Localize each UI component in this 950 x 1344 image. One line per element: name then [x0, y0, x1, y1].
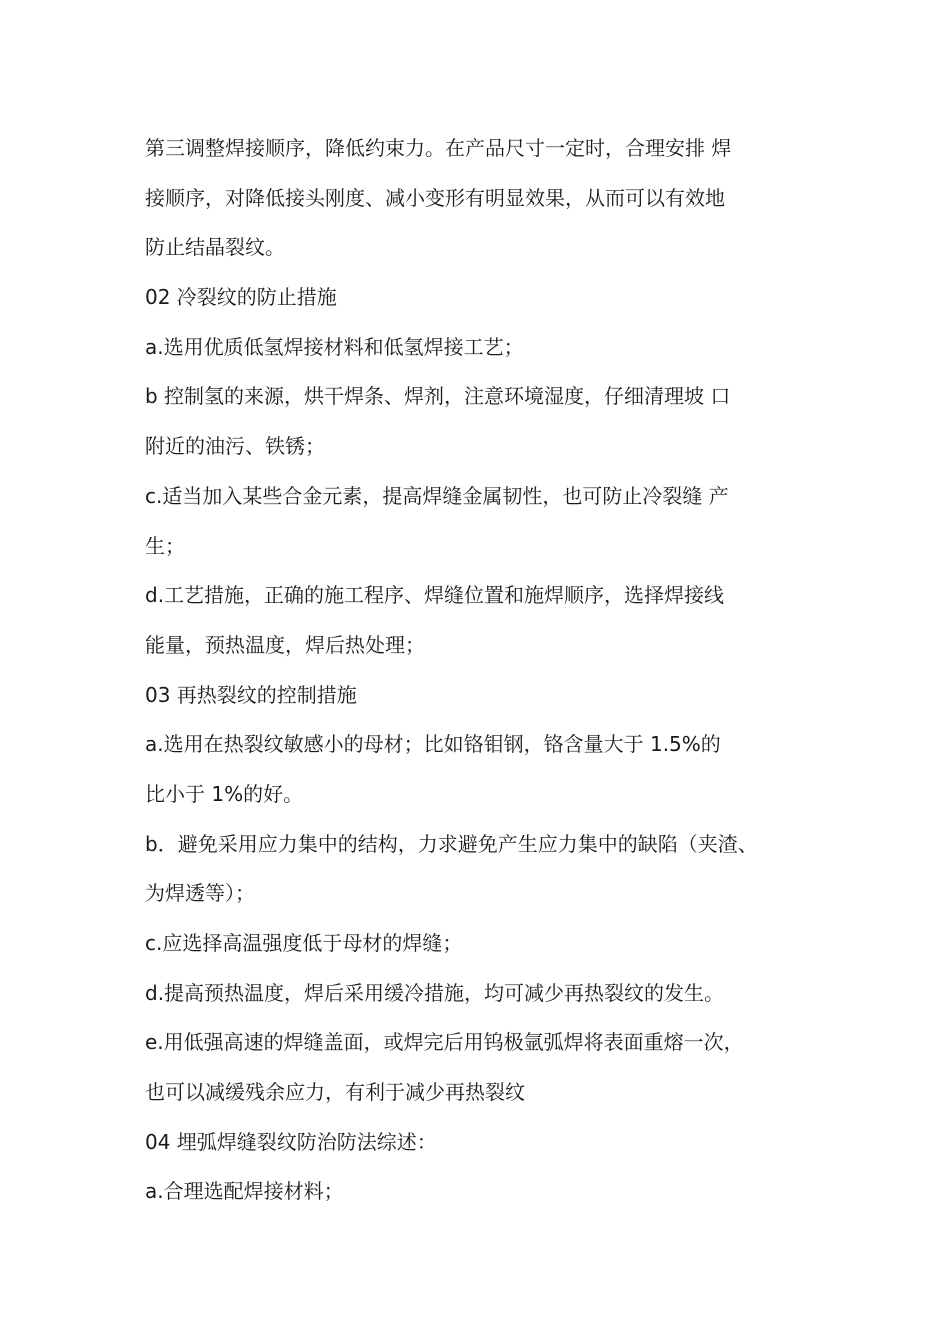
list-item: a.合理选配焊接材料；: [145, 1179, 344, 1204]
list-item: c.适当加入某些合金元素，提高焊缝金属韧性，也可防止冷裂缝 产: [145, 483, 729, 508]
list-item: a.选用优质低氢焊接材料和低氢焊接工艺；: [145, 334, 524, 359]
list-item: a.选用在热裂纹敏感小的母材；比如铬钼钢，铬含量大于 1.5%的: [145, 732, 721, 757]
section-heading: 02 冷裂纹的防止措施: [145, 285, 337, 310]
list-item: b 控制氢的来源，烘干焊条、焊剂，注意环境湿度，仔细清理坡 口: [145, 384, 731, 409]
paragraph-line: 防止结晶裂纹。: [145, 235, 285, 260]
list-item-continuation: 也可以减缓残余应力，有利于减少再热裂纹: [145, 1080, 525, 1105]
paragraph-line: 接顺序，对降低接头刚度、减小变形有明显效果，从而可以有效地: [145, 185, 725, 210]
paragraph-line: 第三调整焊接顺序，降低约束力。在产品尺寸一定时，合理安排 焊: [145, 136, 732, 160]
list-item: c.应选择高温强度低于母材的焊缝；: [145, 931, 463, 955]
list-item: d.提高预热温度，焊后采用缓冷措施，均可减少再热裂纹的发生。: [145, 980, 725, 1005]
list-item: d.工艺措施，正确的施工程序、焊缝位置和施焊顺序，选择焊接线: [145, 583, 725, 608]
list-item-continuation: 生；: [145, 533, 185, 558]
list-item-continuation: 比小于 1%的好。: [145, 781, 304, 806]
list-item-continuation: 能量，预热温度，焊后热处理；: [145, 632, 425, 657]
list-item: b．避免采用应力集中的结构，力求避免产生应力集中的缺陷（夹渣、: [145, 831, 758, 856]
section-heading: 04 埋弧焊缝裂纹防治防法综述：: [145, 1129, 437, 1154]
section-heading: 03 再热裂纹的控制措施: [145, 682, 357, 707]
document-body: [145, 124, 845, 1217]
list-item-continuation: 附近的油污、铁锈；: [145, 434, 325, 459]
list-item: e.用低强高速的焊缝盖面，或焊完后用钨极氩弧焊将表面重熔一次，: [145, 1030, 744, 1055]
list-item-continuation: 为焊透等）；: [145, 881, 255, 906]
